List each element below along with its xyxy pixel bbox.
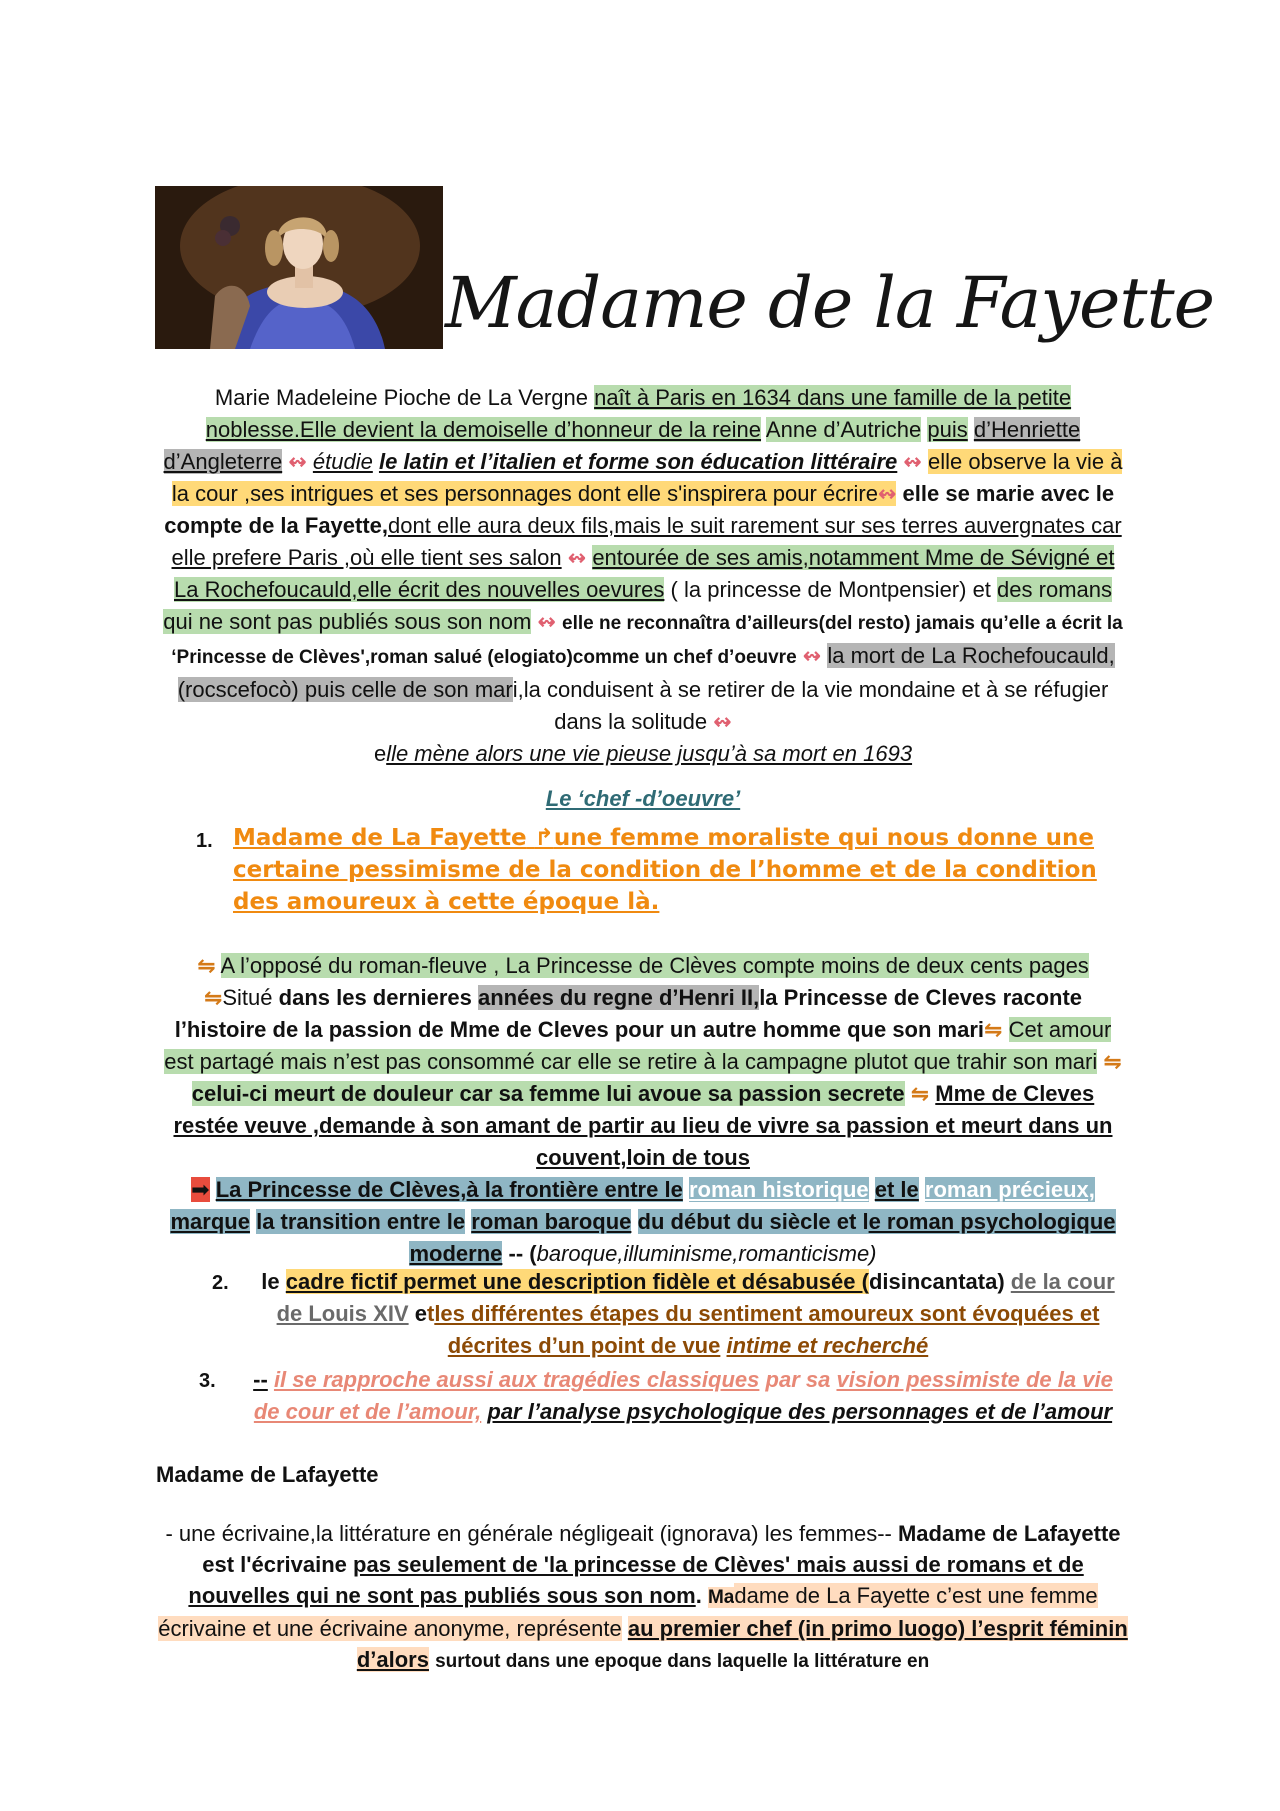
item-text: t [426,1301,435,1326]
closing-text: au premier chef (in primo luogo) l’esprit féminin d’alors [356,1616,1128,1672]
summary-text: e roman psychologique moderne [409,1209,1116,1266]
summary-text: -- ( [508,1241,537,1266]
intro-text: d’Henriette d’Angleterre [163,417,1081,474]
arrow-icon: ⇋ [910,1081,930,1106]
arrow-icon: ⇋ [197,953,216,978]
list-number: 2. [212,1272,229,1294]
arrow-icon: ↭ [288,449,307,474]
item-text: Madame de La Fayette [233,825,527,851]
summary-text: roman historique [688,1177,869,1202]
summary-text: La Princesse de Clèves,à la frontière entre le [215,1177,683,1202]
list-number: 3. [199,1370,216,1392]
item-text: par sa [765,1367,831,1392]
intro-text: elle ne reconnaîtra d’ailleurs(del resto) jamais qu’elle a écrit la ‘Princesse de Clèves',roman salué (elogiato)comme un chef d’oeuvre [171,613,1123,668]
summary-text: la Princesse de Cleves raconte l’histoire de la passion de Mme de Cleves pour un autre homme que son mari [174,985,1083,1042]
summary-text: roman précieux, [924,1177,1095,1202]
closing-text: . [695,1583,702,1608]
item-text: vision pessimiste de la vie de cour et de l’amour, [253,1367,1113,1424]
arrow-icon: ↭ [802,643,822,668]
intro-text: i,la conduisent à se retirer de la vie mondaine et à se réfugier dans la solitude [512,677,1109,734]
intro-text: des romans qui ne sont pas publiés sous son nom [163,577,1112,634]
intro-text: Anne d’Autriche [765,417,922,442]
list-item [238,1364,1128,1428]
intro-text: Marie Madeleine Pioche de La Vergne [214,385,588,410]
item-text: de la cour de Louis XIV [276,1269,1115,1326]
closing-text: Madame de Lafayette est l'écrivaine [202,1521,1121,1577]
intro-text: dont elle aura deux fils,mais le suit rarement sur ses terres auvergnates car elle prefere Paris ,où elle tient ses salon [171,513,1122,570]
summary-text: marque [170,1209,250,1234]
summary-text: du début du siècle et l [637,1209,869,1234]
closing-text: Ma [707,1587,735,1608]
intro-text: naît à Paris en 1634 dans une famille de la petite noblesse.Elle devient la demoiselle d’honneur de la reine [205,385,1072,442]
list-item [233,822,1133,918]
closing-paragraph [158,1518,1128,1677]
summary-text: et le [874,1177,919,1202]
item-text: cadre fictif permet une description fidèle et désabusée ( [285,1269,869,1294]
item-text: intime et recherché [726,1333,929,1358]
intro-text: lle mène alors une vie pieuse jusqu’à sa mort en 1693 [386,741,913,766]
summary-text: Cet amour est partagé mais n’est pas consommé car elle se retire à la campagne plutot que trahir son mari [164,1017,1112,1074]
item-text: par l’analyse psychologique des personnages et de l’amour [487,1399,1113,1424]
closing-text: surtout dans une epoque dans laquelle la littérature en [435,1651,930,1672]
intro-text: ( la princesse de Montpensier) et [670,577,991,602]
arrow-icon: ↭ [903,449,922,474]
signature-title: Madame de la Fayette [445,262,1215,344]
summary-text: Mme de Cleves restée veuve ,demande à son amant de partir au lieu de vivre sa passion et meurt dans un couvent,loin de tous [173,1081,1113,1170]
item-text: les différentes étapes du sentiment amoureux sont évoquées et décrites d’un point de vue [434,1301,1100,1358]
summary-text: A l’opposé du roman-fleuve , La Princesse de Clèves compte moins de deux cents pages [220,953,1089,978]
arrow-icon: ⇋ [203,985,223,1010]
red-arrow-icon: ➡ [191,1177,210,1202]
summary-text: celui-ci meurt de douleur car sa femme lui avoue sa passion secrete [191,1081,905,1106]
arrow-icon: ↭ [567,545,587,570]
summary-text: dans les dernieres [278,985,472,1010]
arrow-icon: ↭ [877,481,897,506]
item-text: il se rapproche aussi aux tragédies classiques [273,1367,760,1392]
section-heading: Madame de Lafayette [156,1462,379,1487]
arrow-icon: ↱ [534,825,554,851]
item-text: le [261,1269,280,1294]
summary-text: roman baroque [471,1209,632,1234]
summary-text: années du regne d’Henri II, [478,985,760,1010]
summary-paragraph [158,950,1128,1270]
arrow-icon: ⇋ [1103,1049,1122,1074]
intro-text: la mort de La Rochefoucauld,(rocscefocò) puis celle de son mar [177,643,1115,702]
intro-text: le latin et l’italien et forme son éducation littéraire [378,449,898,474]
closing-text: dame de La Fayette c’est une femme écrivaine et une écrivaine anonyme, représente [158,1583,1098,1641]
summary-text: Situé [222,985,273,1010]
list-item [248,1266,1128,1362]
intro-paragraph [158,382,1128,770]
intro-text: étudie [312,449,373,474]
summary-text: baroque,illuminisme,romanticisme) [536,1241,877,1266]
arrow-icon: ↭ [537,609,556,634]
intro-text: elle se marie avec le compte de la Fayette, [164,481,1115,538]
portrait-drawing [155,186,443,349]
item-text: disincantata) [868,1269,1005,1294]
closing-text: - une écrivaine,la littérature en générale négligeait (ignorava) les femmes-- [165,1521,892,1546]
intro-text: puis [927,417,968,442]
summary-text: la transition entre le [256,1209,466,1234]
intro-text: entourée de ses amis,notamment Mme de Sévigné et La Rochefoucauld,elle écrit des nouvelles oevures [174,545,1115,602]
closing-text: pas seulement de 'la princesse de Clèves' mais aussi de romans et de nouvelles qui ne sont pas publiés sous son nom [188,1552,1084,1608]
intro-text: elle observe la vie à la cour ,ses intrigues et ses personnages dont elle s'inspirera pour écrire [171,449,1123,506]
chef-heading: Le ‘chef -d’oeuvre’ [545,786,741,811]
intro-text: e [373,741,387,766]
list-number: 1. [196,830,213,852]
arrow-icon: ⇋ [984,1017,1003,1042]
portrait-image [155,186,443,349]
item-text: -- [253,1367,268,1392]
arrow-icon: ↭ [713,709,732,734]
item-text: e [414,1301,427,1326]
item-text: une femme moraliste qui nous donne une certaine pessimisme de la condition de l’homme et de la condition des amoureux à cette époque là. [233,825,1097,915]
